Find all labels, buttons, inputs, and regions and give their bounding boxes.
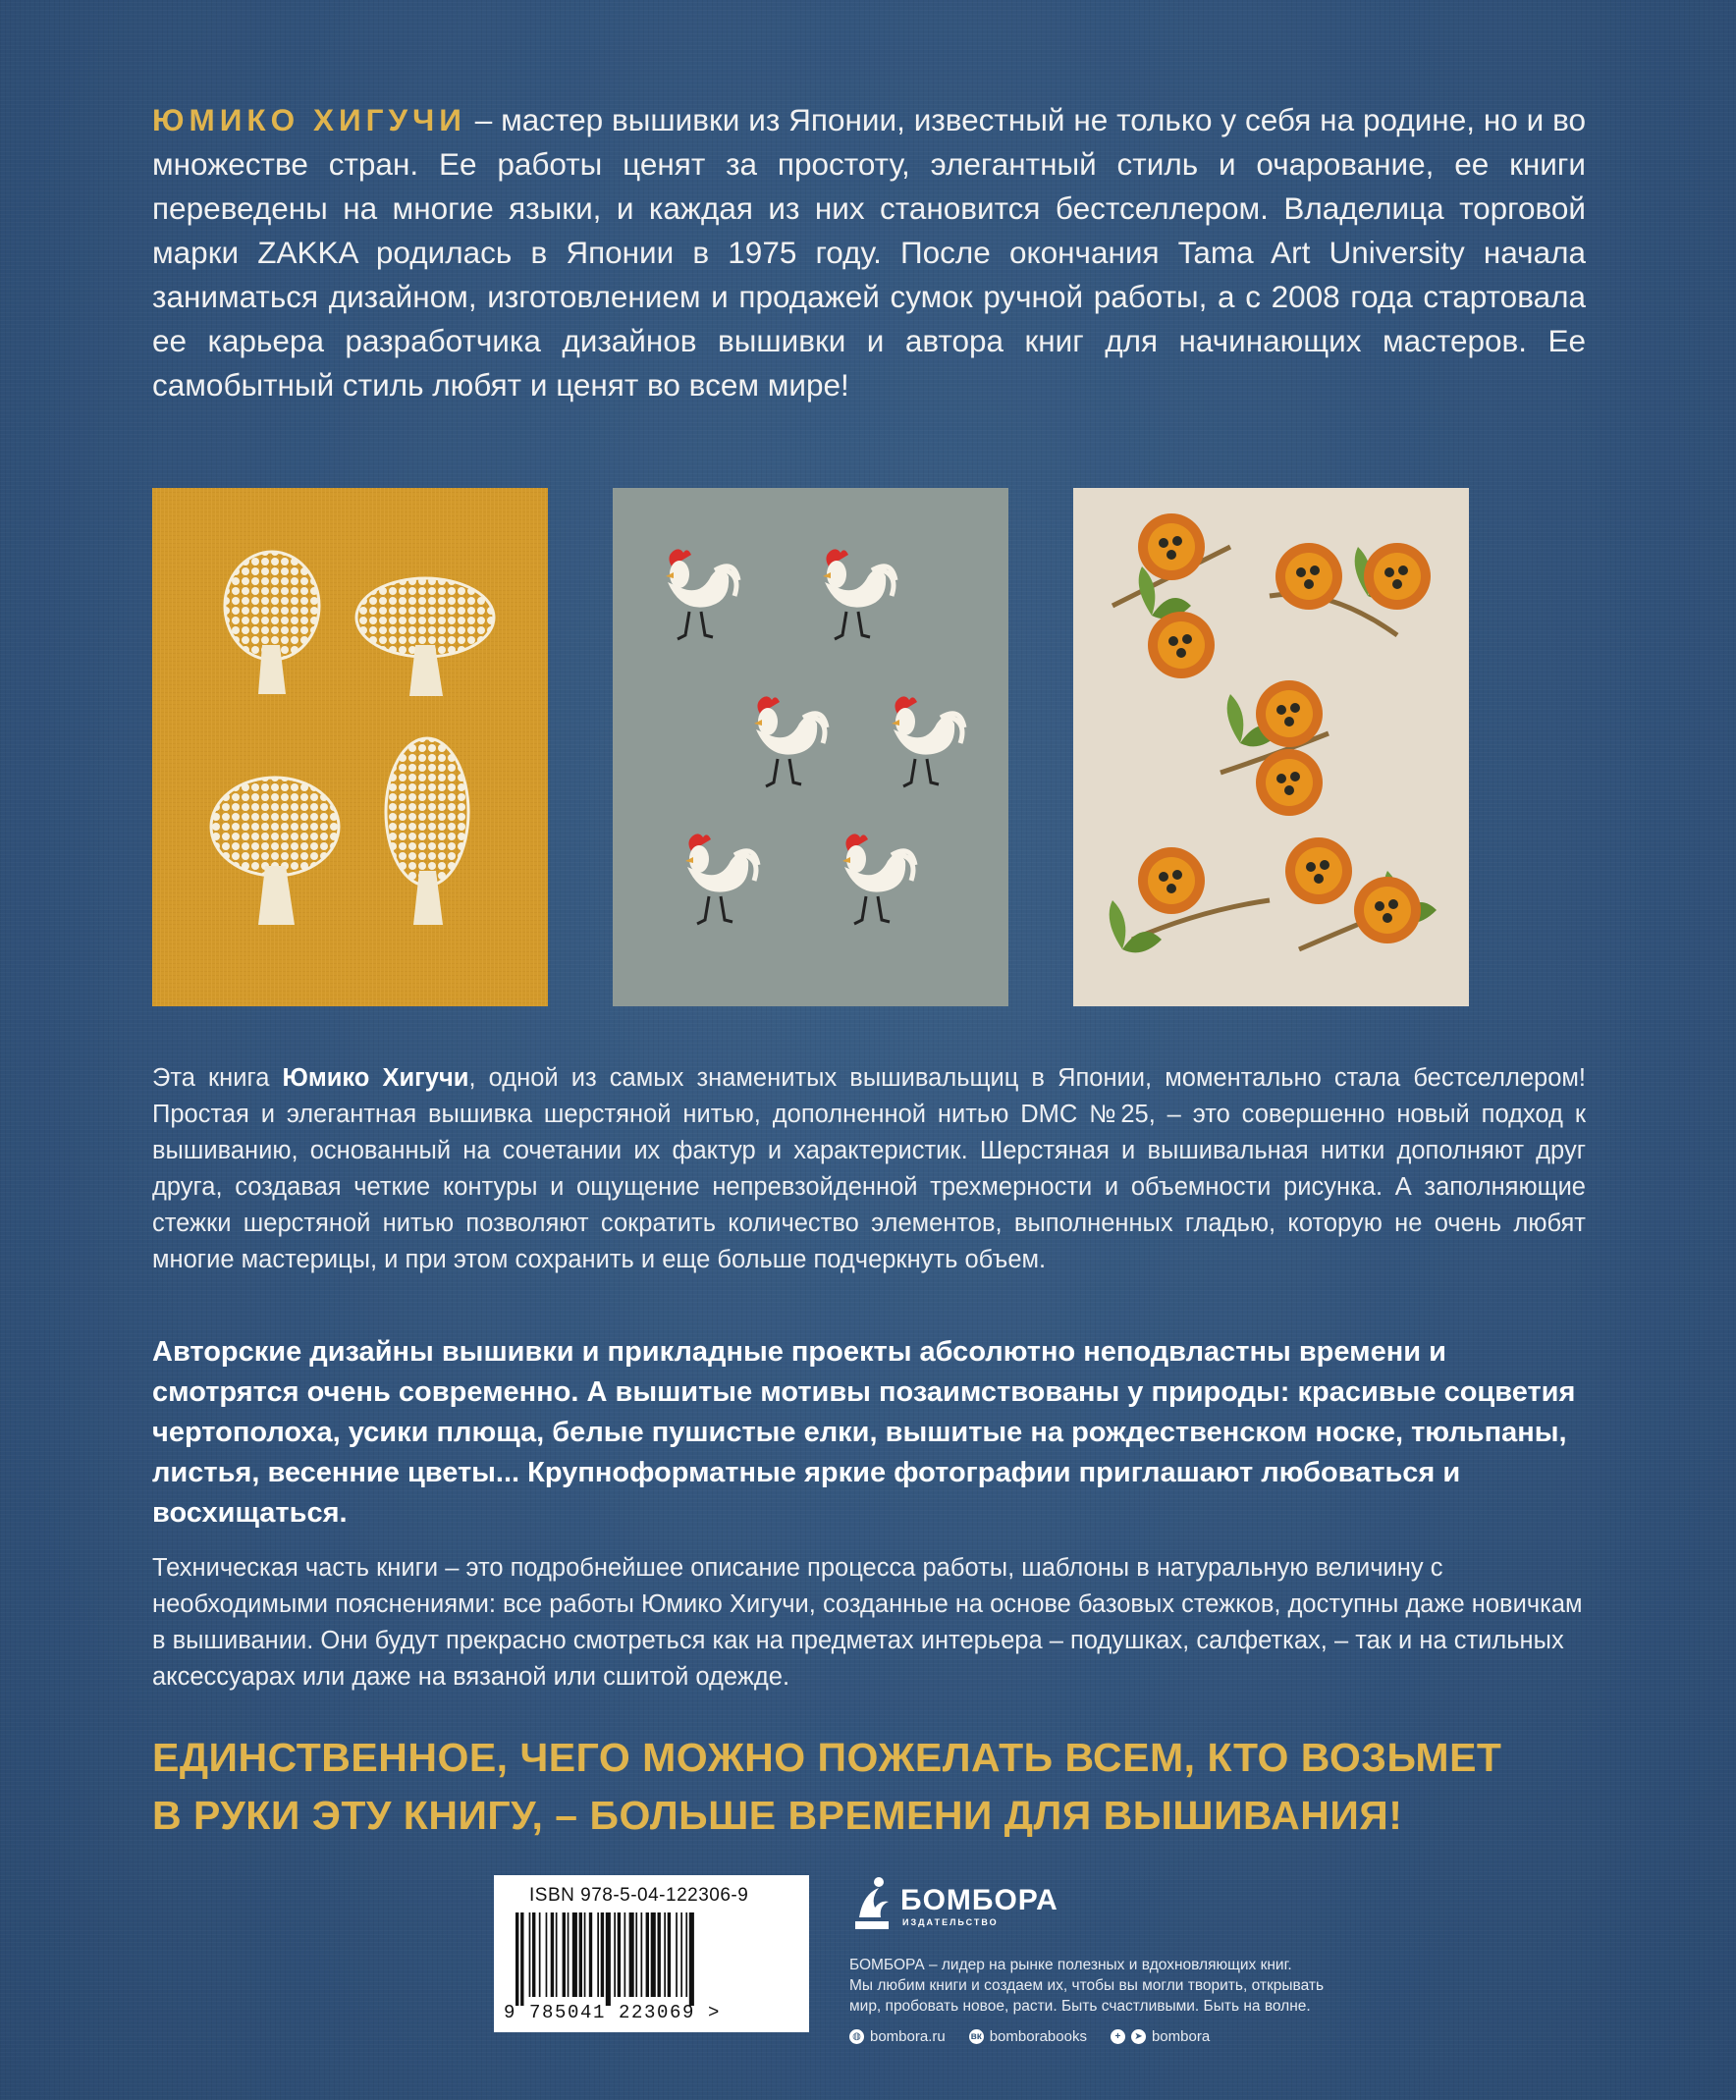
- plus-icon: +: [1111, 2029, 1125, 2044]
- embroidery-photo-row: [152, 488, 1586, 1008]
- barcode-bar: [546, 1912, 548, 1997]
- publisher-links: [849, 2028, 1360, 2045]
- barcode-bar: [635, 1912, 637, 1997]
- barcode-bar: [563, 1912, 566, 1997]
- callout-line-1: ЕДИНСТВЕННОЕ, ЧЕГО МОЖНО ПОЖЕЛАТЬ ВСЕМ, КТО ВОЗЬМЕТ: [152, 1735, 1502, 1780]
- author-intro-paragraph: [152, 98, 1586, 407]
- barcode-bar: [646, 1912, 649, 1997]
- link-vk[interactable]: [969, 2028, 1087, 2045]
- link-website-label: bombora.ru: [870, 2028, 946, 2045]
- link-vk-label: bomborabooks: [989, 2028, 1087, 2045]
- barcode-bar: [606, 1912, 611, 2006]
- publisher-subtitle: ИЗДАТЕЛЬСТВО: [902, 1917, 999, 1927]
- telegram-icon: ➤: [1131, 2029, 1146, 2044]
- barcode-bar: [618, 1912, 621, 1997]
- author-intro: [152, 98, 1586, 407]
- publisher-logo: [849, 1870, 1360, 1939]
- barcode-bar: [572, 1912, 577, 1997]
- barcode-bar: [664, 1912, 666, 1997]
- book-description: [152, 1060, 1586, 1278]
- barcode-bar: [515, 1912, 518, 2006]
- author-name-caps: ЮМИКО ХИГУЧИ: [152, 102, 466, 137]
- barcode-bar: [658, 1912, 661, 1997]
- photo-embroidered-trees: [152, 488, 548, 1006]
- link-social[interactable]: [1111, 2028, 1210, 2045]
- barcode-bar: [539, 1912, 541, 1997]
- slogan-line-1: БОМБОРА – лидер на рынке полезных и вдохновляющих книг.: [849, 1957, 1292, 1973]
- isbn-barcode: [494, 1875, 809, 2032]
- photo-embroidered-roosters: [613, 488, 1008, 1006]
- barcode-bar: [551, 1912, 554, 1997]
- barcode-bar: [584, 1912, 586, 1997]
- barcode-bar: [624, 1912, 626, 1997]
- barcode-bar: [689, 1912, 694, 2006]
- barcode-bar: [529, 1912, 531, 1997]
- slogan-line-3: мир, пробовать новое, расти. Быть счастливыми. Быть на волне.: [849, 1998, 1311, 2015]
- publisher-logo-icon: [849, 1874, 895, 1933]
- barcode-digits: 9 785041 223069 >: [504, 2002, 722, 2023]
- barcode-bar: [629, 1912, 634, 1997]
- barcode-bar: [668, 1912, 671, 1997]
- vk-icon: вк: [970, 2031, 982, 2042]
- link-social-label: bombora: [1151, 2028, 1211, 2045]
- barcode-bar: [568, 1912, 570, 1997]
- barcode-bar: [579, 1912, 582, 1997]
- barcode-bar: [601, 1912, 604, 1997]
- barcode-bar: [589, 1912, 592, 1997]
- isbn-label: ISBN 978-5-04-122306-9: [529, 1885, 749, 1906]
- globe-icon: ◍: [849, 2029, 864, 2044]
- technical-paragraph: [152, 1550, 1586, 1696]
- barcode-bar: [520, 1912, 523, 2006]
- book-description-paragraph: [152, 1060, 1586, 1278]
- technical-text: Техническая часть книги – это подробнейшее описание процесса работы, шаблоны в натуральную величину с необходимыми пояснениями: все работы Юмико Хигучи, созданные на основе базовых стежков, доступны даже новичкам в вышивании. Они будут прекрасно смотреться как на предметах интерьера – подушках, салфетках, – так и на стильных аксессуарах или даже на вязаной или сшитой одежде.: [152, 1554, 1583, 1691]
- link-website[interactable]: [849, 2028, 946, 2045]
- barcode-bar: [532, 1912, 535, 1997]
- barcode-bar: [651, 1912, 656, 1997]
- features-paragraph: [152, 1332, 1586, 1534]
- barcode-bar: [641, 1912, 643, 1997]
- about-text: , одной из самых знаменитых вышивальщиц в Японии, моментально стала бестселлером! Простая и элегантная вышивка шерстяной нитью, дополненной нитью DMC №25, – это совершенно новый подход к вышиванию, основанный на сочетании их фактур и характеристик. Шерстяная и вышивальная нитки дополняют друг друга, создавая четкие контуры и ощущение непревзойденной трехмерности и объемности рисунка. А заполняющие стежки шерстяной нитью позволяют сократить количество элементов, выполненных гладью, которую не очень любят многие мастерицы, и при этом сохранить и еще больше подчеркнуть объем.: [152, 1064, 1586, 1273]
- slogan-line-2: Мы любим книги и создаем их, чтобы вы могли творить, открывать: [849, 1977, 1325, 1994]
- barcode-bars: [514, 1912, 788, 2006]
- about-prefix: Эта книга: [152, 1064, 283, 1092]
- barcode-bar: [676, 1912, 678, 1997]
- barcode-bar: [556, 1912, 558, 1997]
- publisher-block: [849, 1870, 1360, 2045]
- callout-line-2: В РУКИ ЭТУ КНИГУ, – БОЛЬШЕ ВРЕМЕНИ ДЛЯ ВЫШИВАНИЯ!: [152, 1793, 1403, 1838]
- photo-embroidered-flowers: [1073, 488, 1469, 1006]
- barcode-bar: [614, 1912, 616, 1997]
- barcode-bar: [597, 1912, 599, 1997]
- about-author: Юмико Хигучи: [282, 1064, 469, 1092]
- barcode-bar: [680, 1912, 682, 1997]
- publisher-slogan: [849, 1955, 1360, 2017]
- author-bio-text: – мастер вышивки из Японии, известный не только у себя на родине, но и во множестве стран. Ее работы ценят за простоту, элегантный стиль и очарование, ее книги переведены на многие языки, и каждая из них становится бестселлером. Владелица торговой марки ZAKKA родилась в Японии в 1975 году. После окончания Tama Art University начала заниматься дизайном, изготовлением и продажей сумок ручной работы, а с 2008 года стартовала ее карьера разработчика дизайнов вышивки и автора книг для начинающих мастеров. Ее самобытный стиль любят и ценят во всем мире!: [152, 102, 1586, 403]
- closing-callout: [152, 1729, 1586, 1845]
- barcode-bar: [685, 1912, 687, 1997]
- publisher-name: БОМБОРА: [900, 1884, 1058, 1916]
- features-text: Авторские дизайны вышивки и прикладные проекты абсолютно неподвластны времени и смотрятся очень современно. А вышитые мотивы позаимствованы у природы: красивые соцветия чертополоха, усики плюща, белые пушистые елки, вышитые на рождественском носке, тюльпаны, листья, весенние цветы... Крупноформатные яркие фотографии приглашают любоваться и восхищаться.: [152, 1336, 1576, 1529]
